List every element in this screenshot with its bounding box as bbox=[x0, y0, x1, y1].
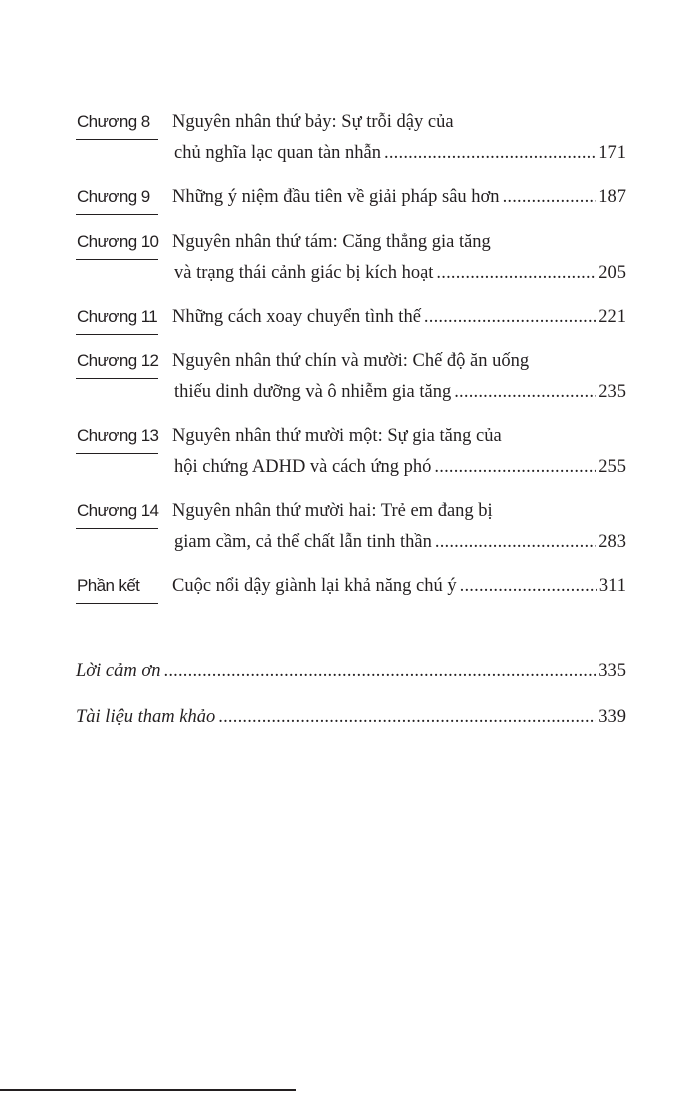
chapter-title-line-1 bbox=[172, 186, 626, 216]
chapter-title-line-1 bbox=[172, 350, 626, 380]
chapter-title-text: chủ nghĩa lạc quan tàn nhẫn bbox=[174, 143, 382, 163]
page-number: 205 bbox=[598, 263, 626, 283]
chapter-title-text: hội chứng ADHD và cách ứng phó bbox=[174, 457, 432, 477]
footer-rule bbox=[0, 1089, 296, 1091]
dot-leader bbox=[424, 306, 596, 328]
chapter-label: Chương 14 bbox=[76, 500, 158, 529]
page-number: 339 bbox=[598, 707, 626, 727]
page-number: 283 bbox=[598, 532, 626, 552]
dot-leader bbox=[454, 381, 596, 403]
back-matter-title: Lời cảm ơn bbox=[76, 661, 161, 681]
chapter-title-text: Nguyên nhân thứ bảy: Sự trỗi dậy của bbox=[172, 112, 454, 132]
chapter-label: Chương 9 bbox=[76, 186, 158, 215]
chapter-title-line-2 bbox=[174, 381, 626, 411]
dot-leader bbox=[218, 706, 596, 728]
dot-leader bbox=[434, 456, 596, 478]
chapter-title-text: Nguyên nhân thứ tám: Căng thẳng gia tăng bbox=[172, 232, 491, 252]
chapter-label: Chương 8 bbox=[76, 111, 158, 140]
chapter-title-text: giam cầm, cả thể chất lẫn tinh thần bbox=[174, 532, 432, 552]
chapter-title-text: Những ý niệm đầu tiên về giải pháp sâu hơn bbox=[172, 187, 500, 207]
dot-leader bbox=[436, 262, 596, 284]
page-number: 311 bbox=[598, 576, 626, 596]
chapter-title-text: và trạng thái cảnh giác bị kích hoạt bbox=[174, 263, 434, 283]
chapter-title-text: Cuộc nổi dậy giành lại khả năng chú ý bbox=[172, 576, 457, 596]
dot-leader bbox=[384, 142, 596, 164]
chapter-title-text: Nguyên nhân thứ mười một: Sự gia tăng của bbox=[172, 426, 502, 446]
page-number: 171 bbox=[598, 143, 626, 163]
chapter-title-line-1 bbox=[172, 111, 626, 141]
back-matter-title: Tài liệu tham khảo bbox=[76, 707, 216, 727]
chapter-label: Chương 11 bbox=[76, 306, 158, 335]
chapter-title-line-1 bbox=[172, 500, 626, 530]
chapter-title-text: Nguyên nhân thứ chín và mười: Chế độ ăn uống bbox=[172, 351, 530, 371]
chapter-title-text: thiếu dinh dưỡng và ô nhiễm gia tăng bbox=[174, 382, 452, 402]
dot-leader bbox=[435, 531, 596, 553]
chapter-label: Phần kết bbox=[76, 575, 158, 604]
chapter-title-line-2 bbox=[174, 531, 626, 561]
chapter-title-text: Những cách xoay chuyển tình thế bbox=[172, 307, 421, 327]
toc-entry-acknowledgements[interactable] bbox=[76, 660, 626, 682]
chapter-label: Chương 13 bbox=[76, 425, 158, 454]
chapter-label: Chương 12 bbox=[76, 350, 158, 379]
page-number: 187 bbox=[598, 187, 626, 207]
toc-entry-references[interactable] bbox=[76, 706, 626, 728]
chapter-title-line-1 bbox=[172, 575, 626, 605]
dot-leader bbox=[503, 186, 597, 208]
chapter-title-line-2 bbox=[174, 142, 626, 172]
chapter-title-text: Nguyên nhân thứ mười hai: Trẻ em đang bị bbox=[172, 501, 493, 521]
chapter-title-line-1 bbox=[172, 231, 626, 261]
page-number: 235 bbox=[598, 382, 626, 402]
page-number: 221 bbox=[598, 307, 626, 327]
dot-leader bbox=[460, 575, 597, 597]
chapter-title-line-1 bbox=[172, 425, 626, 455]
chapter-title-line-2 bbox=[174, 456, 626, 486]
dot-leader bbox=[164, 660, 597, 682]
chapter-label: Chương 10 bbox=[76, 231, 158, 260]
page-number: 255 bbox=[598, 457, 626, 477]
chapter-title-line-2 bbox=[174, 262, 626, 292]
page-number: 335 bbox=[598, 661, 626, 681]
chapter-title-line-1 bbox=[172, 306, 626, 336]
